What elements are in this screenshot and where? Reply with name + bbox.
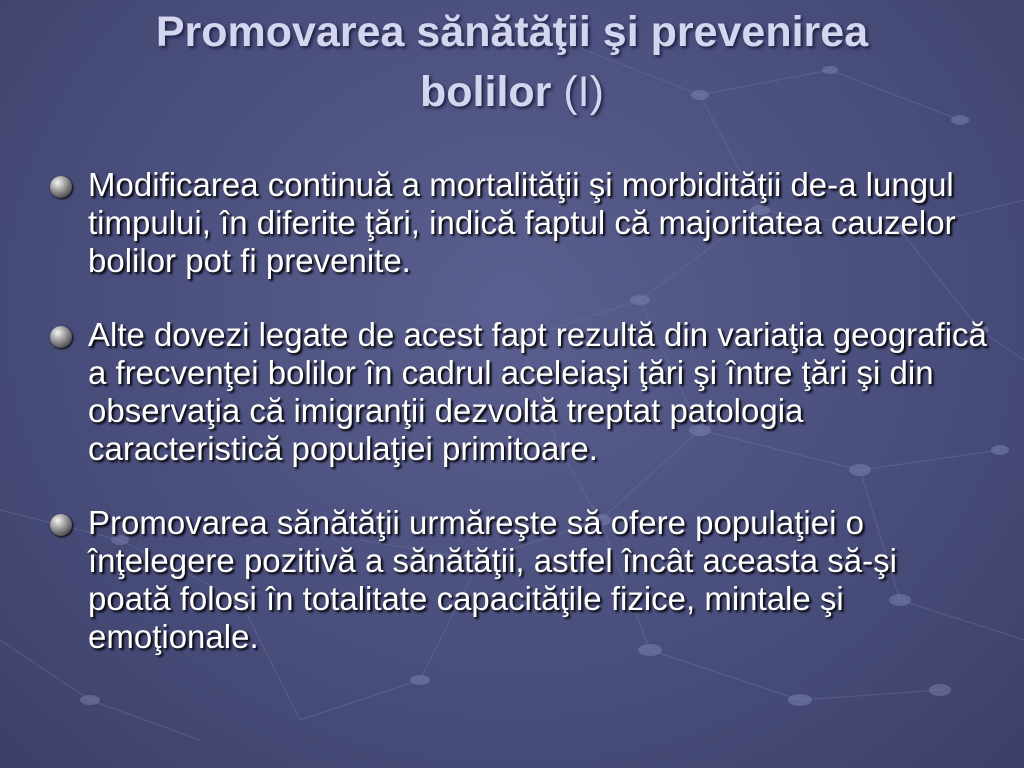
slide-title bbox=[40, 2, 984, 122]
bullet-item-3 bbox=[48, 504, 988, 656]
title-line-1: Promovarea sănătăţii şi prevenirea bbox=[155, 8, 869, 56]
bullet-item-1 bbox=[48, 166, 988, 280]
title-line-2: bolilor bbox=[420, 68, 552, 116]
bullet-text-1: Modificarea continuă a mortalităţii şi morbidităţii de-a lungul timpului, în diferite ţări, indică faptul că majoritatea cauzelor bolilor pot fi prevenite. bbox=[88, 166, 956, 279]
sphere-bullet-icon bbox=[50, 514, 72, 536]
bullet-text-3: Promovarea sănătăţii urmăreşte să ofere populaţiei o înţelegere pozitivă a sănătăţii, astfel încât aceasta să-şi poată folosi în totalitate capacităţile fizice, mintale şi emoţionale. bbox=[88, 504, 897, 655]
bullet-item-2 bbox=[48, 316, 988, 468]
sphere-bullet-icon bbox=[50, 176, 72, 198]
sphere-bullet-icon bbox=[50, 326, 72, 348]
bullet-list bbox=[48, 166, 988, 656]
bullet-text-2: Alte dovezi legate de acest fapt rezultă din variaţia geografică a frecvenţei bolilor în cadrul aceleiaşi ţări şi între ţări şi din observaţia că imigranţii dezvoltă treptat patologia caracteristică populaţiei primitoare. bbox=[88, 316, 987, 467]
title-suffix: (I) bbox=[563, 68, 604, 116]
